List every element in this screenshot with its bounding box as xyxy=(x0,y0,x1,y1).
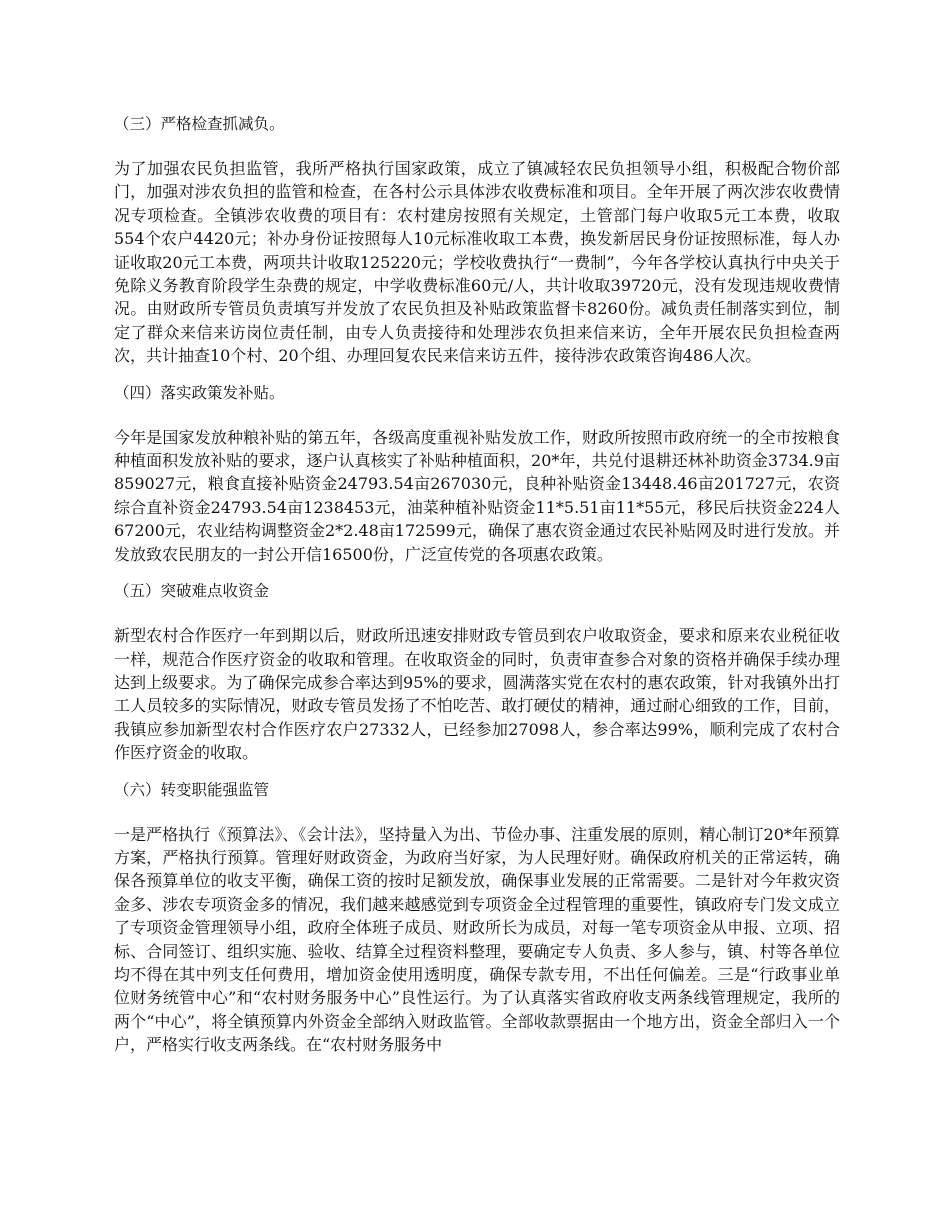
section-body-5: 新型农村合作医疗一年到期以后，财政所迅速安排财政专管员到农户收取资金，要求和原来农业税征收一样，规范合作医疗资金的收取和管理。在收取资金的同时，负责审查参合对象的资格并确保手续办理达到上级要求。为了确保完成参合率达到95%的要求，圆满落实党在农村的惠农政策，针对我镇外出打工人员较多的实际情况，财政专管员发扬了不怕吃苦、敢打硬仗的精神，通过耐心细致的工作，目前，我镇应参加新型农村合作医疗农户27332人，已经参加27098人，参合率达99%，顺利完成了农村合作医疗资金的收取。 xyxy=(114,626,840,763)
section-heading-3: （三）严格检查抓减负。 xyxy=(114,115,285,133)
section-body-4: 今年是国家发放种粮补贴的第五年，各级高度重视补贴发放工作，财政所按照市政府统一的全市按粮食种植面积发放补贴的要求，逐户认真核实了补贴种植面积，20*年，共兑付退耕还林补助资金3734.9亩859027元，粮食直接补贴资金24793.54亩267030元，良种补贴资金13448.46亩201727元，农资综合直补资金24793.54亩1238453元，油菜种植补贴资金11*5.51亩11*55元，移民后扶资金224人67200元，农业结构调整资金2*2.48亩172599元，确保了惠农资金通过农民补贴网及时进行发放。并发放致农民朋友的一封公开信16500份，广泛宣传党的各项惠农政策。 xyxy=(114,427,840,564)
section-heading-4: （四）落实政策发补贴。 xyxy=(114,383,285,402)
section-body-3: 为了加强农民负担监管，我所严格执行国家政策，成立了镇减轻农民负担领导小组，积极配合物价部门，加强对涉农负担的监管和检查，在各村公示具体涉农收费标准和项目。全年开展了两次涉农收费情况专项检查。全镇涉农收费的项目有：农村建房按照有关规定，土管部门每户收取5元工本费，收取554个农户4420元；补办身份证按照每人10元标准收取工本费，换发新居民身份证按照标准，每人办证收取20元工本费，两项共计收取125220元；学校收费执行“一费制”，今年各学校认真执行中央关于免除义务教育阶段学生杂费的规定，中学收费标准60元/人，共计收取39720元，没有发现违规收费情况。由财政所专管员负责填写并发放了农民负担及补贴政策监督卡8260份。减负责任制落实到位，制定了群众来信来访岗位责任制，由专人负责接待和处理涉农负担来信来访，全年开展农民负担检查两次，共计抽查10个村、20个组、办理回复农民来信来访五件，接待涉农政策咨询486人次。 xyxy=(114,159,840,366)
section-heading-6: （六）转变职能强监管 xyxy=(114,780,270,799)
section-heading-5: （五）突破难点收资金 xyxy=(114,582,270,601)
section-body-6: 一是严格执行《预算法》、《会计法》，坚持量入为出、节俭办事、注重发展的原则，精心制订20*年预算方案，严格执行预算。管理好财政资金，为政府当好家，为人民理好财。确保政府机关的正常运转，确保各预算单位的收支平衡，确保工资的按时足额发放，确保事业发展的正常需要。二是针对今年救灾资金多、涉农专项资金多的情况，我们越来越感觉到专项资金全过程管理的重要性，镇政府专门发文成立了专项资金管理领导小组，政府全体班子成员、财政所长为成员，对每一笔专项资金从申报、立项、招标、合同签订、组织实施、验收、结算全过程资料整理，要确定专人负责、多人参与，镇、村等各单位均不得在其中列支任何费用，增加资金使用透明度，确保专款专用，不出任何偏差。三是“行政事业单位财务统管中心”和“农村财务服务中心”良性运行。为了认真落实省政府收支两条线管理规定，我所的两个“中心”，将全镇预算内外资金全部纳入财政监管。全部收款票据由一个地方出，资金全部归入一个户，严格实行收支两条线。在“农村财务服务中 xyxy=(114,824,840,1055)
document-page xyxy=(114,100,840,1071)
